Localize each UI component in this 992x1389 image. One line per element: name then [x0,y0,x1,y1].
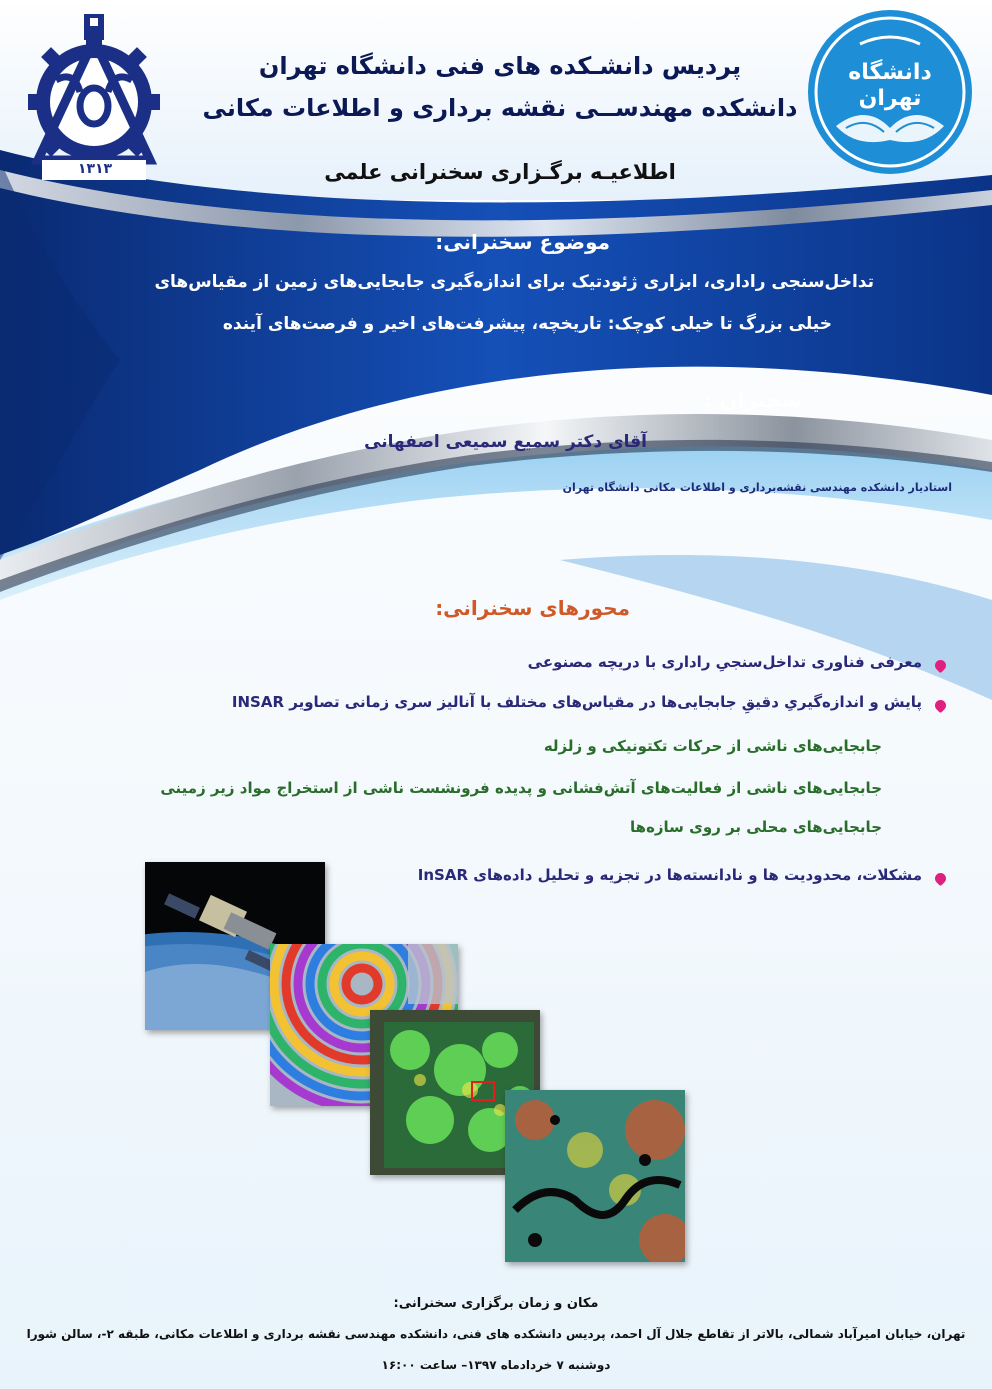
axis-subitem-1: جابجایی‌های ناشی از حرکات تکتونیکی و زلزله [543,737,882,755]
speaker-affiliation: استادیار دانشکده مهندسی نقشه‌برداری و اطلاعات مکانی دانشگاه تهران [562,481,952,494]
topic-line-1: تداخل‌سنجی راداری، ابزاری ژئودتیک برای اندازه‌گیری جابجایی‌های زمین از مقیاس‌های [154,272,874,292]
axis-item-1: معرفی فناوری تداخل‌سنجیِ راداری با دریچه مصنوعی [527,653,922,671]
axis-subitem-3: جابجایی‌های محلی بر روی سازه‌ها [630,818,882,836]
venue-address: تهران، خیابان امیرآباد شمالی، بالاتر از تقاطع جلال آل احمد، پردیس دانشکده های فنی، دانشکده مهندسی نقشه برداری و اطلاعات مکانی، طبقه ۲-، سالن شورا [26,1327,966,1341]
university-seal-logo [806,8,974,176]
topic-line-2: خیلی بزرگ تا خیلی کوچک: تاریخچه، پیشرفت‌های اخیر و فرصت‌های آینده [222,314,832,334]
axis-item-3: مشکلات، محدودیت ها و نادانسته‌ها در تجزیه و تحلیل داده‌های InSAR [417,866,922,884]
river-subsidence-map-image [505,1090,685,1262]
seal-text: دانشگاه تهران [848,60,932,111]
engineering-faculty-emblem-icon [22,10,167,185]
axes-heading: محورهای سخنرانی: [435,596,630,620]
campus-title: پردیس دانشـکده های فنی دانشگاه تهران [258,52,742,80]
speaker-label: سخنران : [703,388,802,412]
event-datetime: دوشنبه ۷ خردادماه ۱۳۹۷– ساعت ۱۶:۰۰ [381,1358,611,1372]
announcement-title: اطلاعیـه برگـزاری سخنرانی علمی [324,160,676,184]
engineering-faculty-logo [22,10,167,185]
venue-heading: مکان و زمان برگزاری سخنرانی: [393,1296,599,1311]
topic-label: موضوع سخنرانی: [435,230,610,254]
logo-year: ۱۳۱۳ [77,161,113,177]
speaker-name: آقای دکتر سمیع سمیعی اصفهانی [364,432,647,452]
axis-item-2: پایش و اندازه‌گیریِ دقیقِ جابجایی‌ها در مقیاس‌های مختلف با آنالیز سری زمانی تصاویر INSAR [231,693,922,711]
axis-subitem-2: جابجایی‌های ناشی از فعالیت‌های آتش‌فشانی و پدیده فرونشست ناشی از استخراج مواد زیر زمینی [160,779,882,797]
faculty-title: دانشکده مهندســی نقشه برداری و اطلاعات مکانی [202,94,798,122]
